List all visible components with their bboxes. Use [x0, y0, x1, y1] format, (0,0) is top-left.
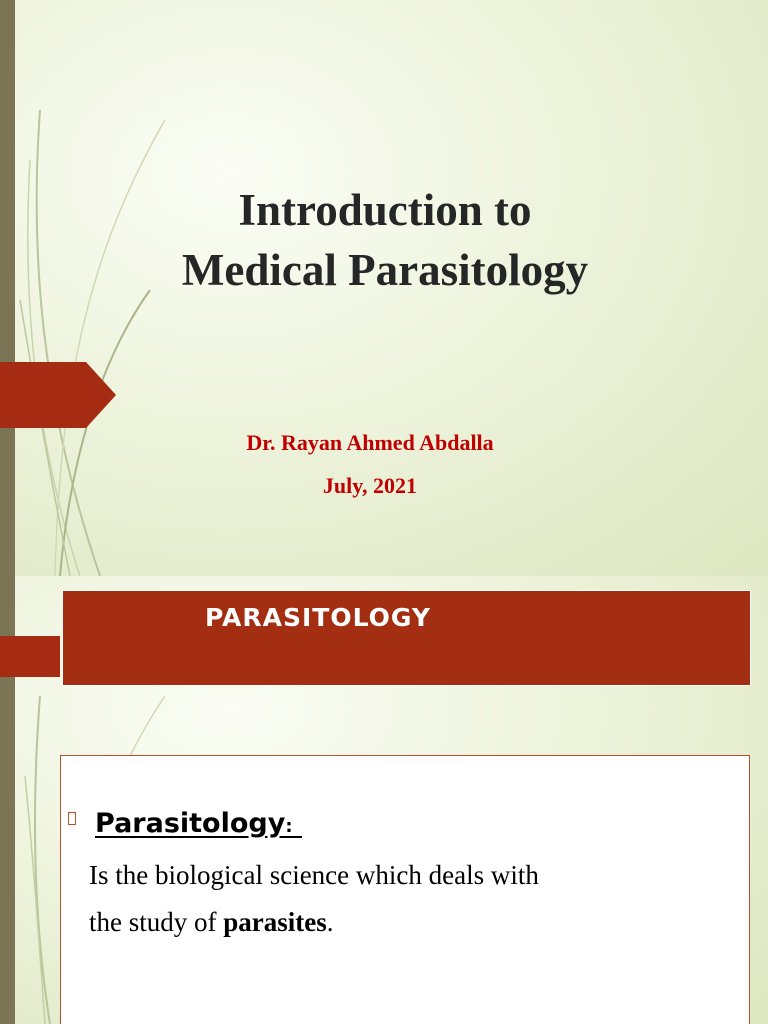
- square-bullet-icon: [68, 812, 76, 825]
- term-text: Parasitology: [95, 808, 286, 839]
- title-line-2: Medical Parasitology: [181, 245, 589, 295]
- definition-line-2: [89, 907, 334, 938]
- term-colon: :: [285, 816, 293, 837]
- slide-title: [100, 180, 670, 300]
- accent-tab: [0, 636, 60, 677]
- definition-line-1: Is the biological science which deals with: [89, 860, 539, 890]
- presentation-date: July, 2021: [322, 473, 418, 498]
- definition-term: [95, 808, 302, 839]
- slide-header-bar: [62, 590, 751, 686]
- definition-keyword: parasites: [223, 907, 327, 937]
- definition-prefix: the study of: [89, 907, 224, 937]
- content-box: [60, 755, 750, 1024]
- title-line-1: Introduction to: [238, 185, 532, 235]
- author-name: Dr. Rayan Ahmed Abdalla: [246, 430, 494, 455]
- arrow-tab-icon: [0, 362, 116, 428]
- slide-header-title: PARASITOLOGY: [205, 603, 431, 632]
- content-slide: [0, 576, 768, 1024]
- definition-suffix: .: [326, 907, 334, 937]
